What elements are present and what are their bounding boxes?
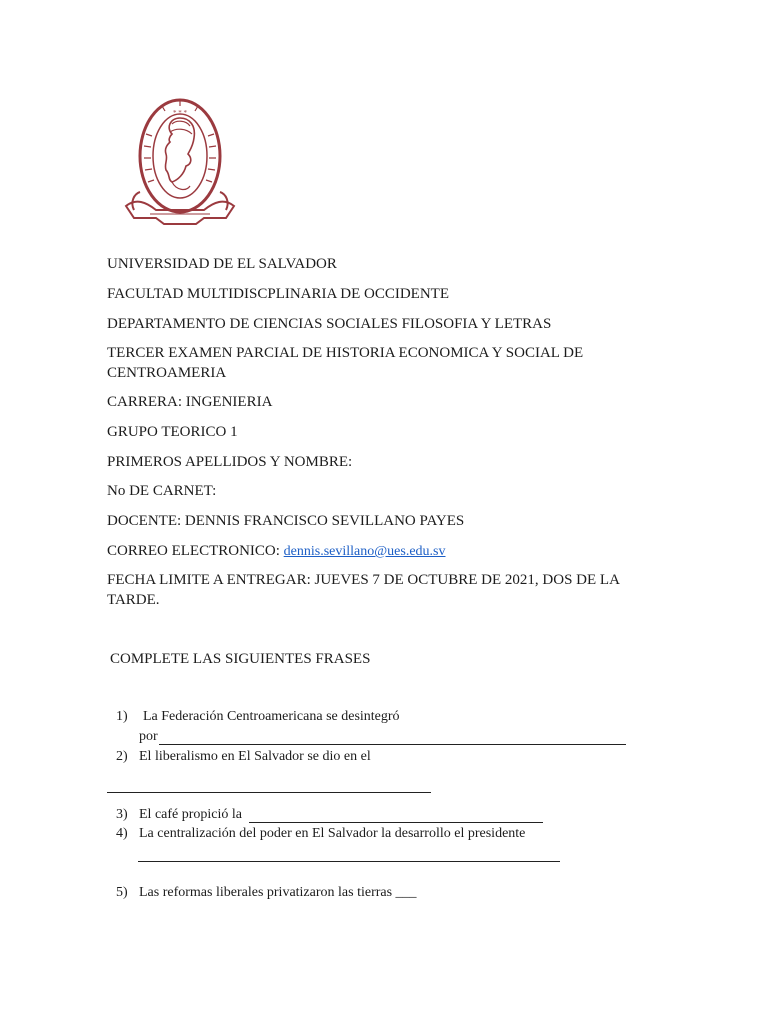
university-name: UNIVERSIDAD DE EL SALVADOR (107, 256, 337, 272)
question-2-answer-line[interactable] (107, 792, 431, 793)
question-1-text: La Federación Centroamericana se desintegró (143, 709, 400, 724)
question-4-number: 4) (116, 826, 128, 841)
question-1-continuation: por (139, 729, 158, 744)
carnet-field-label: No DE CARNET: (107, 483, 217, 499)
name-field-label: PRIMEROS APELLIDOS Y NOMBRE: (107, 454, 353, 470)
email-label: CORREO ELECTRONICO: (107, 543, 284, 559)
question-2-number: 2) (116, 749, 128, 764)
teacher-name: DOCENTE: DENNIS FRANCISCO SEVILLANO PAYES (107, 513, 465, 529)
question-3-answer-line[interactable] (249, 822, 543, 823)
question-3-text: El café propició la (139, 807, 243, 822)
group-field: GRUPO TEORICO 1 (107, 424, 238, 440)
question-1-answer-line[interactable] (159, 744, 626, 745)
department-name: DEPARTAMENTO DE CIENCIAS SOCIALES FILOSOFIA Y LETRAS (107, 316, 552, 332)
email-link[interactable]: dennis.sevillano@ues.edu.sv (283, 544, 446, 559)
deadline-text: FECHA LIMITE A ENTREGAR: JUEVES 7 DE OCTUBRE DE 2021, DOS DE LA TARDE. (107, 572, 620, 608)
question-2-text: El liberalismo en El Salvador se dio en el (139, 749, 371, 764)
university-seal-logo (106, 94, 254, 244)
instructions-heading: COMPLETE LAS SIGUIENTES FRASES (110, 651, 371, 667)
email-line (107, 541, 446, 562)
question-5-number: 5) (116, 885, 128, 900)
question-5-text: Las reformas liberales privatizaron las tierras ___ (139, 885, 417, 900)
question-4-answer-line[interactable] (138, 861, 560, 862)
svg-text:* * *: * * * (173, 109, 187, 117)
question-1-number: 1) (116, 709, 128, 724)
question-4-text: La centralización del poder en El Salvador la desarrollo el presidente (139, 826, 526, 841)
exam-title: TERCER EXAMEN PARCIAL DE HISTORIA ECONOMICA Y SOCIAL DE CENTROAMERIA (107, 345, 584, 381)
question-3-number: 3) (116, 807, 128, 822)
career-field: CARRERA: INGENIERIA (107, 394, 273, 410)
faculty-name: FACULTAD MULTIDISCPLINARIA DE OCCIDENTE (107, 286, 450, 302)
